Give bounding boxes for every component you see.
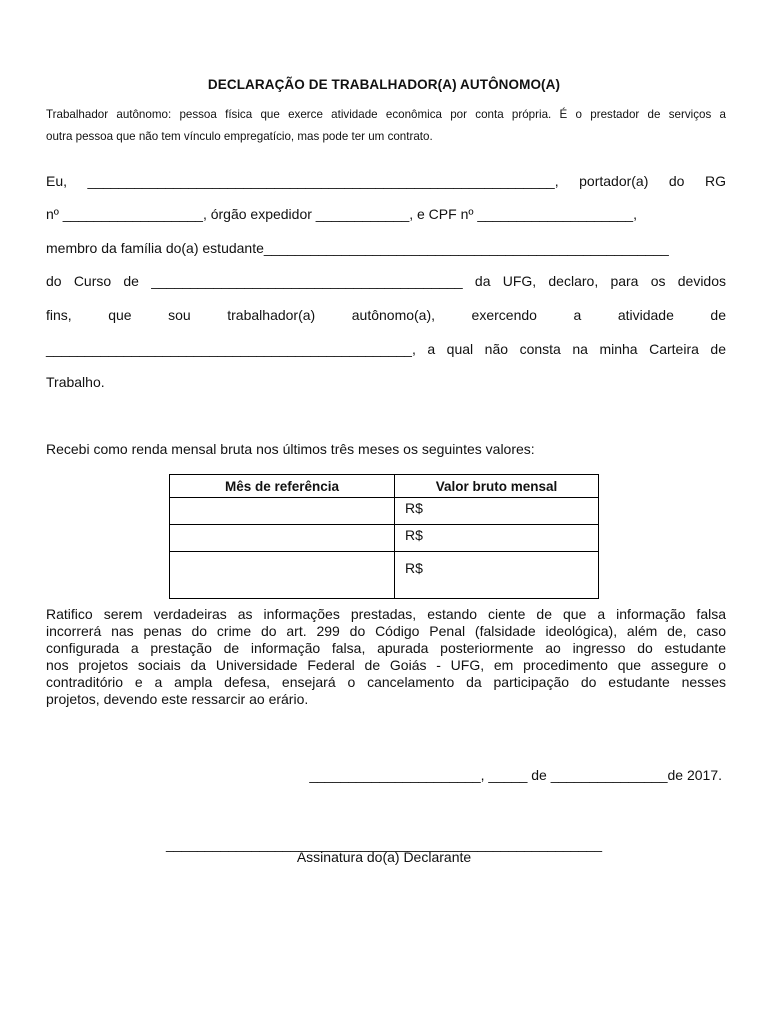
- ratify-line-4: nos projetos sociais da Universidade Federal de Goiás - UFG, em procedimento que assegure o: [46, 657, 726, 673]
- value-cell: R$: [395, 525, 599, 552]
- date-line: ______________________, _____ de _______________de 2017.: [309, 767, 722, 783]
- declaration-line-4: do Curso de ________________________________________ da UFG, declaro, para os devidos: [46, 273, 726, 289]
- declaration-line-7: Trabalho.: [46, 374, 105, 390]
- month-cell: [170, 498, 395, 525]
- ratify-line-2: incorrerá nas penas do crime do art. 299 do Código Penal (falsidade ideológica), além de, caso: [46, 623, 726, 639]
- declaration-line-2: nº __________________, órgão expedidor ____________, e CPF nº ____________________,: [46, 206, 637, 222]
- table-header-row: [170, 475, 599, 498]
- signature-label: Assinatura do(a) Declarante: [296, 849, 472, 865]
- ratify-line-6: projetos, devendo este ressarcir ao erário.: [46, 691, 309, 707]
- definition-line-1: Trabalhador autônomo: pessoa física que exerce atividade econômica por conta própria. É o prestador de serviços a: [46, 108, 726, 121]
- ratify-line-3: configurada a prestação de informação falsa, apurada posteriormente ao ingresso do estudante: [46, 640, 726, 656]
- month-cell: [170, 552, 395, 599]
- table-row: [170, 525, 599, 552]
- document-title: DECLARAÇÃO DE TRABALHADOR(A) AUTÔNOMO(A): [207, 77, 561, 92]
- header-value: Valor bruto mensal: [395, 475, 599, 498]
- table-row: [170, 498, 599, 525]
- definition-line-2: outra pessoa que não tem vínculo empregatício, mas pode ter um contrato.: [46, 130, 433, 143]
- ratify-line-1: Ratifico serem verdadeiras as informações prestadas, estando ciente de que a informação falsa: [46, 606, 726, 622]
- income-table: [169, 474, 599, 599]
- declaration-line-6: _______________________________________________, a qual não consta na minha Carteira de: [46, 341, 726, 357]
- declaration-line-5: fins, que sou trabalhador(a) autônomo(a), exercendo a atividade de: [46, 307, 726, 323]
- value-cell: R$: [395, 498, 599, 525]
- value-cell: R$: [395, 552, 599, 599]
- signature-line: ________________________________________________________: [165, 836, 603, 852]
- income-intro: Recebi como renda mensal bruta nos últimos três meses os seguintes valores:: [46, 441, 535, 457]
- month-cell: [170, 525, 395, 552]
- header-month: Mês de referência: [170, 475, 395, 498]
- table-row: [170, 552, 599, 599]
- declaration-line-1: Eu, ____________________________________________________________, portador(a) do RG: [46, 173, 726, 189]
- declaration-line-3: membro da família do(a) estudante____________________________________________________: [46, 240, 669, 256]
- ratify-line-5: contraditório e a ampla defesa, ensejará o cancelamento da participação do estudante nesses: [46, 674, 726, 690]
